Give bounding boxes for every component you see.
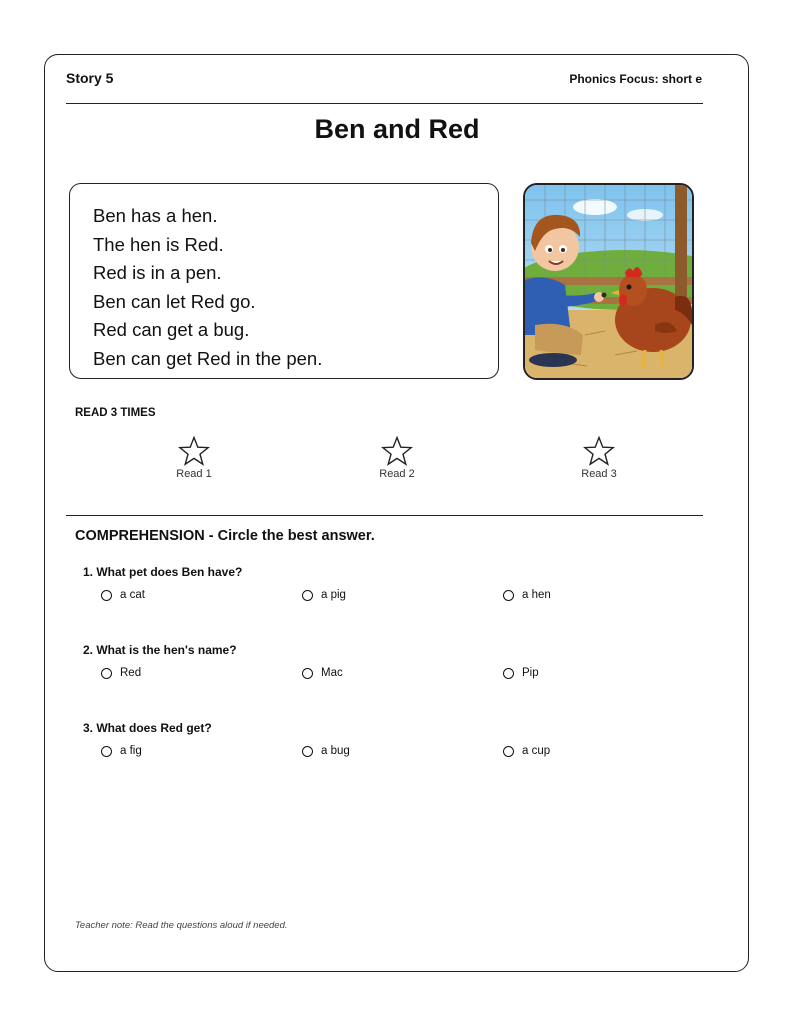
- header-divider: [66, 103, 703, 104]
- answer-bubble-icon[interactable]: [302, 668, 313, 679]
- passage-line: Red can get a bug.: [93, 319, 250, 341]
- answer-label: a cat: [120, 589, 145, 601]
- story-illustration: [523, 183, 694, 380]
- read-star-3[interactable]: [539, 436, 659, 480]
- answer-label: Pip: [522, 667, 539, 679]
- story-passage-box: [69, 183, 499, 379]
- passage-line: Ben can let Red go.: [93, 290, 256, 312]
- boy-and-hen-picture: [525, 185, 692, 378]
- passage-line: Red is in a pen.: [93, 262, 222, 284]
- read-star-label: Read 3: [581, 468, 617, 480]
- comprehension-heading: COMPREHENSION - Circle the best answer.: [75, 528, 375, 544]
- section-divider: [66, 515, 703, 516]
- passage-line: Ben has a hen.: [93, 205, 218, 226]
- answer-option[interactable]: [503, 667, 539, 679]
- answer-label: Red: [120, 667, 142, 679]
- answer-label: a fig: [120, 745, 142, 757]
- answer-option[interactable]: [101, 589, 145, 601]
- question-1: 1. What pet does Ben have?: [83, 565, 243, 579]
- teacher-note: Teacher note: Read the questions aloud if needed.: [75, 920, 288, 931]
- answer-option[interactable]: [302, 745, 350, 757]
- answer-bubble-icon[interactable]: [101, 668, 112, 679]
- story-number: Story 5: [66, 70, 114, 86]
- answer-bubble-icon[interactable]: [302, 746, 313, 757]
- answer-bubble-icon[interactable]: [503, 590, 514, 601]
- answer-label: a cup: [522, 745, 551, 757]
- story-title: Ben and Red: [314, 114, 480, 144]
- star-icon: [583, 436, 615, 466]
- read-star-1[interactable]: [134, 436, 254, 480]
- answer-bubble-icon[interactable]: [101, 746, 112, 757]
- read-star-label: Read 1: [176, 468, 212, 480]
- read-star-label: Read 2: [379, 468, 415, 480]
- question-3: 3. What does Red get?: [83, 721, 212, 735]
- answer-label: Mac: [321, 667, 343, 679]
- phonics-focus: Phonics Focus: short e: [569, 72, 702, 86]
- answer-option[interactable]: [302, 589, 346, 601]
- question-2: 2. What is the hen's name?: [83, 643, 237, 657]
- answer-label: a hen: [522, 589, 551, 601]
- passage-line: The hen is Red.: [93, 233, 224, 255]
- answer-option[interactable]: [503, 589, 551, 601]
- star-icon: [381, 436, 413, 466]
- answer-option[interactable]: [302, 667, 343, 679]
- answer-bubble-icon[interactable]: [503, 668, 514, 679]
- star-icon: [178, 436, 210, 466]
- passage-line: Ben can get Red in the pen.: [93, 347, 323, 369]
- answer-option[interactable]: [101, 745, 142, 757]
- answer-label: a bug: [321, 745, 350, 757]
- read-star-2[interactable]: [337, 436, 457, 480]
- read-times-label: READ 3 TIMES: [75, 407, 156, 419]
- answer-bubble-icon[interactable]: [503, 746, 514, 757]
- answer-option[interactable]: [503, 745, 550, 757]
- answer-option[interactable]: [101, 667, 141, 679]
- answer-label: a pig: [321, 589, 346, 601]
- answer-bubble-icon[interactable]: [101, 590, 112, 601]
- answer-bubble-icon[interactable]: [302, 590, 313, 601]
